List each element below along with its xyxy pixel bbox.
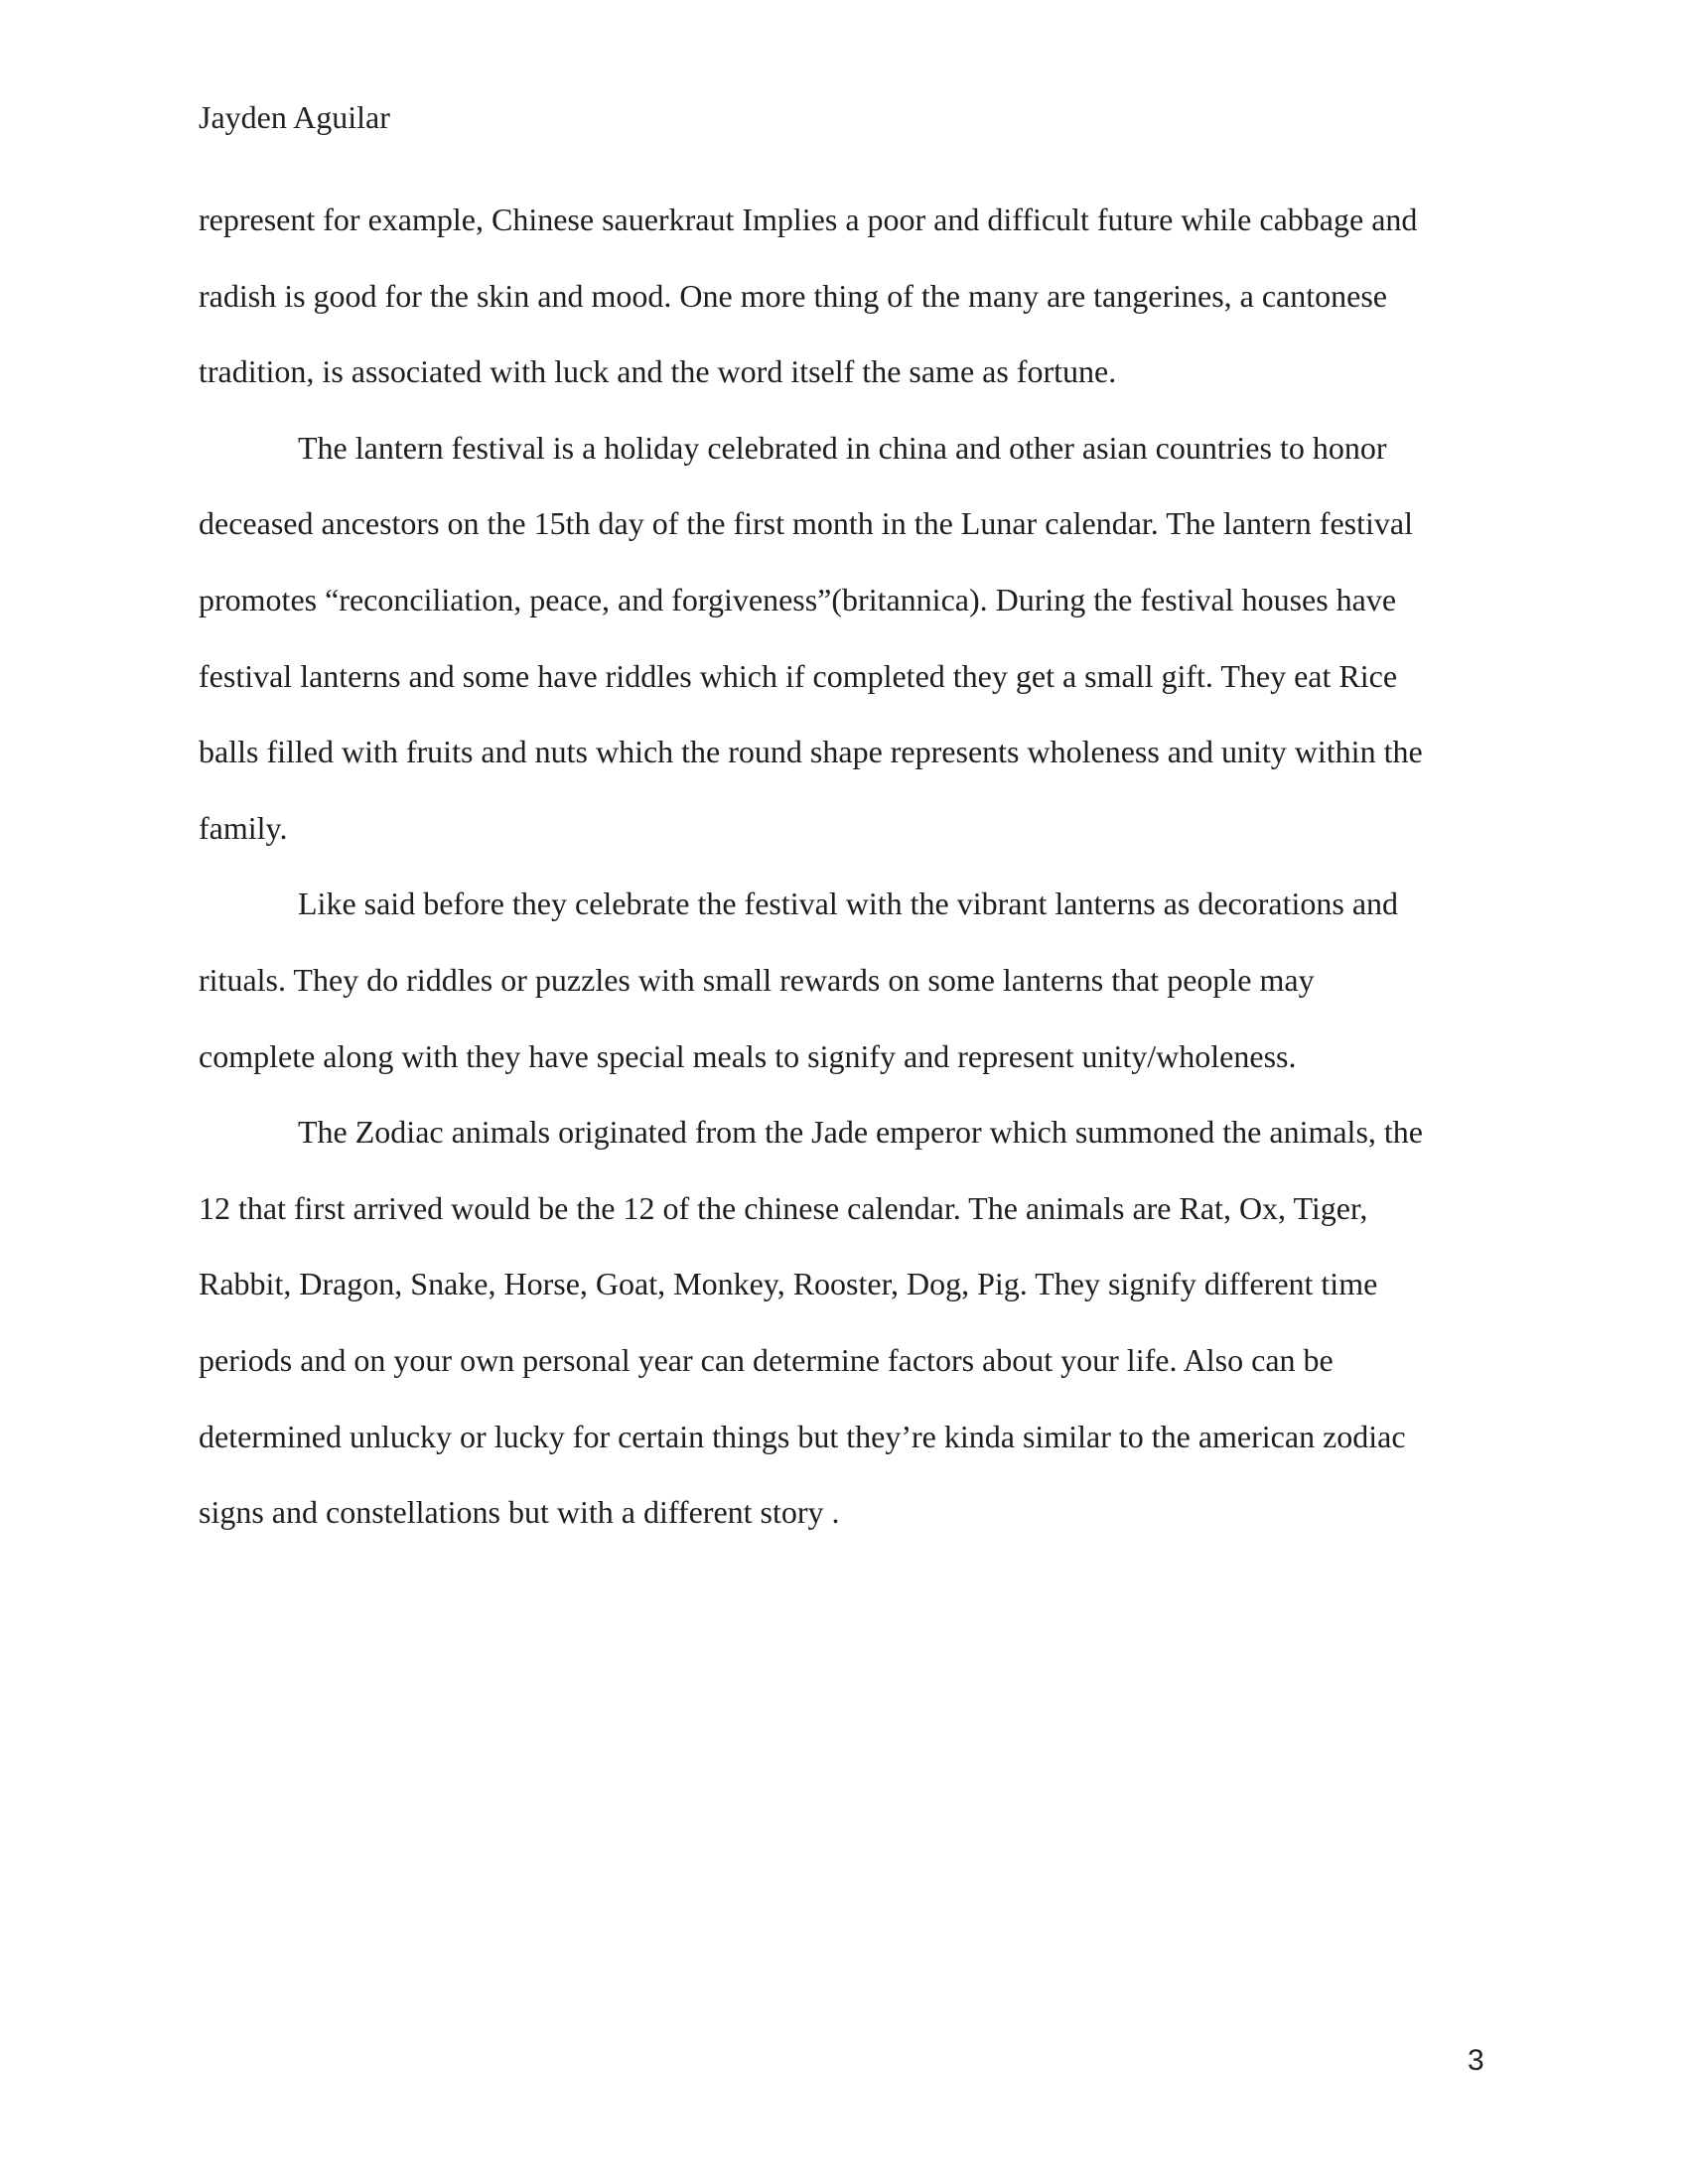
text-line: promotes “reconciliation, peace, and forgiveness”(britannica). During the festival houses have [199, 581, 1397, 617]
page-number: 3 [1468, 2044, 1484, 2077]
text-line: tradition, is associated with luck and the word itself the same as fortune. [199, 353, 1117, 390]
text-line: rituals. They do riddles or puzzles with small rewards on some lanterns that people may [199, 961, 1315, 998]
text-line: periods and on your own personal year can determine factors about your life. Also can be [199, 1341, 1334, 1378]
paragraph-first-line: Like said before they celebrate the festival with the vibrant lanterns as decorations and [298, 886, 1399, 922]
text-line: radish is good for the skin and mood. One more thing of the many are tangerines, a cantonese [199, 277, 1387, 314]
text-line: family. [199, 809, 288, 846]
text-line: determined unlucky or lucky for certain things but they’re kinda similar to the american zodiac [199, 1418, 1406, 1454]
text-line: represent for example, Chinese sauerkraut Implies a poor and difficult future while cabbage and [199, 202, 1418, 237]
text-line: balls filled with fruits and nuts which the round shape represents wholeness and unity within the [199, 734, 1423, 770]
text-line: signs and constellations but with a different story . [199, 1494, 840, 1531]
text-line: 12 that first arrived would be the 12 of the chinese calendar. The animals are Rat, Ox, Tiger, [199, 1189, 1368, 1226]
body-text [199, 195, 1489, 1564]
text-line: Rabbit, Dragon, Snake, Horse, Goat, Monkey, Rooster, Dog, Pig. They signify different time [199, 1266, 1378, 1302]
paragraph-first-line: The Zodiac animals originated from the Jade emperor which summoned the animals, the [298, 1114, 1423, 1151]
author-header: Jayden Aguilar [199, 99, 390, 135]
paragraph-first-line: The lantern festival is a holiday celebrated in china and other asian countries to honor [298, 429, 1387, 466]
text-line: festival lanterns and some have riddles which if completed they get a small gift. They eat Rice [199, 657, 1398, 694]
text-line: deceased ancestors on the 15th day of the first month in the Lunar calendar. The lantern festival [199, 505, 1413, 542]
text-line: complete along with they have special meals to signify and represent unity/wholeness. [199, 1037, 1297, 1074]
